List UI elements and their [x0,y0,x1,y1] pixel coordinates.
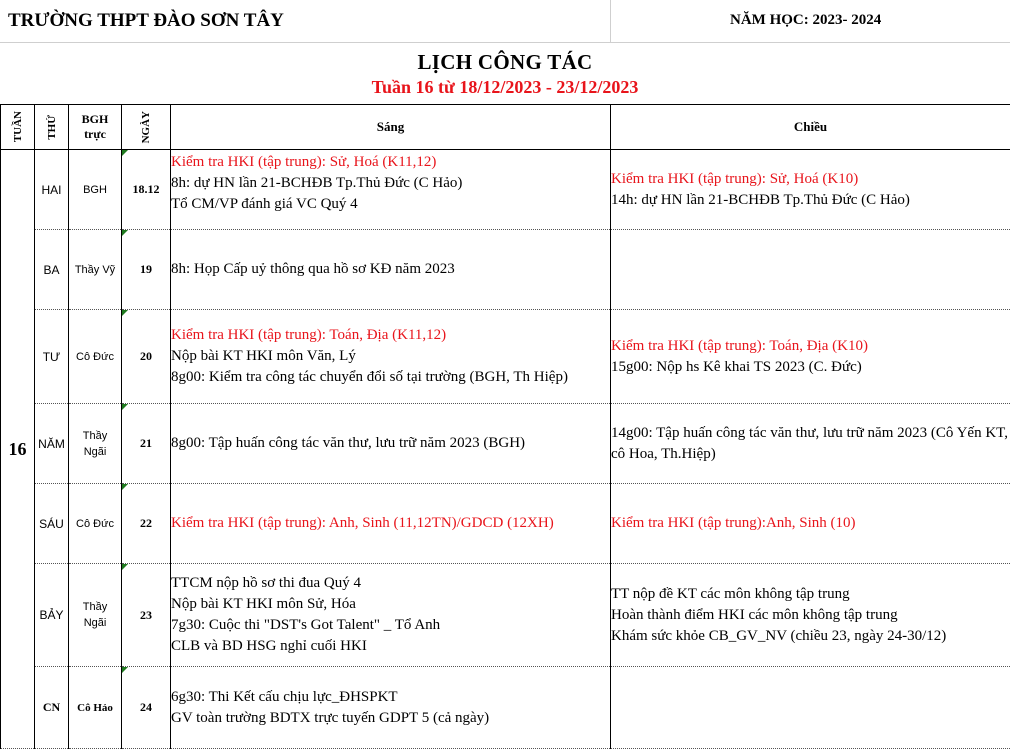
afternoon-cell [611,484,1010,564]
table-row [1,230,1010,310]
col-header-tuan: TUẦN [1,105,35,150]
schedule-entry: Kiểm tra HKI (tập trung): Toán, Địa (K11,12) [171,325,610,346]
duty-person [69,484,122,564]
afternoon-cell [611,404,1010,484]
table-row [1,150,1010,230]
morning-cell [171,484,611,564]
col-header-chieu: Chiều [611,105,1010,150]
schedule-entry: Hoàn thành điểm HKI các môn không tập trung [611,605,1010,626]
schedule-entry: 8g00: Tập huấn công tác văn thư, lưu trữ năm 2023 (BGH) [171,433,610,454]
schedule-entry: 14g00: Tập huấn công tác văn thư, lưu trữ năm 2023 (Cô Yến KT, cô Hoa, Th.Hiệp) [611,423,1010,465]
table-row [1,667,1010,749]
header-bar [0,0,1010,43]
schedule-entry: 7g30: Cuộc thi "DST's Got Talent" _ Tổ Anh [171,615,610,636]
afternoon-cell [611,150,1010,230]
col-header-ngay: NGÀY [122,105,171,150]
schedule-entry: 8h: Họp Cấp uỷ thông qua hồ sơ KĐ năm 2023 [171,259,610,280]
day-date: 22 [122,484,171,564]
duty-person-line: Thầy [83,430,107,442]
schedule-entry: 15g00: Nộp hs Kê khai TS 2023 (C. Đức) [611,357,1010,378]
afternoon-cell [611,310,1010,404]
schedule-entry: Kiểm tra HKI (tập trung):Anh, Sinh (10) [611,513,1010,534]
week-number: 16 [1,150,35,749]
schedule-entry: 14h: dự HN lần 21-BCHĐB Tp.Thủ Đức (C Hảo) [611,190,1010,211]
col-header-bgh: BGH trực [69,105,122,150]
day-date: 19 [122,230,171,310]
day-name: HAI [35,150,69,230]
duty-person-line: Cô Đức [76,518,114,530]
duty-person [69,564,122,667]
morning-cell [171,564,611,667]
schedule-entry: GV toàn trường BDTX trực tuyến GDPT 5 (cả ngày) [171,708,610,729]
duty-person-line: Ngãi [84,446,107,458]
col-header-sang: Sáng [171,105,611,150]
table-header-row [1,105,1010,150]
schedule-body [1,150,1010,749]
day-date: 20 [122,310,171,404]
school-year: NĂM HỌC: 2023- 2024 [730,12,881,29]
day-name: NĂM [35,404,69,484]
duty-person [69,230,122,310]
day-name: BA [35,230,69,310]
duty-person [69,150,122,230]
col-header-thu: THỨ [35,105,69,150]
duty-person-line: Cô Đức [76,351,114,363]
schedule-entry: CLB và BD HSG nghỉ cuối HKI [171,636,610,657]
day-date: 23 [122,564,171,667]
morning-cell [171,310,611,404]
day-name: CN [35,667,69,749]
schedule-entry: Khám sức khỏe CB_GV_NV (chiều 23, ngày 24-30/12) [611,626,1010,647]
table-row [1,310,1010,404]
day-name: BẢY [35,564,69,667]
duty-person-line: Thầy [83,601,107,613]
day-date: 18.12 [122,150,171,230]
afternoon-cell [611,667,1010,749]
schedule-entry: TT nộp đề KT các môn không tập trung [611,584,1010,605]
schedule-entry: Kiểm tra HKI (tập trung): Toán, Địa (K10) [611,336,1010,357]
day-name: SÁU [35,484,69,564]
schedule-entry: 8g00: Kiểm tra công tác chuyển đổi số tại trường (BGH, Th Hiệp) [171,367,610,388]
duty-person [69,310,122,404]
duty-person-line: Ngãi [84,617,107,629]
schedule-entry: Nộp bài KT HKI môn Văn, Lý [171,346,610,367]
week-range: Tuần 16 từ 18/12/2023 - 23/12/2023 [0,77,1010,98]
day-name: TƯ [35,310,69,404]
schedule-entry: Nộp bài KT HKI môn Sử, Hóa [171,594,610,615]
table-row [1,564,1010,667]
day-date: 21 [122,404,171,484]
schedule-entry: TTCM nộp hồ sơ thi đua Quý 4 [171,573,610,594]
afternoon-cell [611,230,1010,310]
duty-person [69,404,122,484]
schedule-entry: Kiểm tra HKI (tập trung): Sử, Hoá (K10) [611,169,1010,190]
duty-person-line: BGH [83,184,107,196]
duty-person [69,667,122,749]
header-divider [610,0,611,42]
schedule-table [0,104,1010,749]
morning-cell [171,667,611,749]
page-title: LỊCH CÔNG TÁC [0,50,1010,75]
day-date: 24 [122,667,171,749]
morning-cell [171,150,611,230]
table-row [1,484,1010,564]
school-name: TRƯỜNG THPT ĐÀO SƠN TÂY [8,10,284,32]
duty-person-line: Cô Hảo [77,702,113,714]
morning-cell [171,230,611,310]
schedule-entry: Kiểm tra HKI (tập trung): Anh, Sinh (11,12TN)/GDCD (12XH) [171,513,610,534]
table-row [1,404,1010,484]
schedule-entry: 8h: dự HN lần 21-BCHĐB Tp.Thủ Đức (C Hảo) [171,173,610,194]
morning-cell [171,404,611,484]
duty-person-line: Thầy Vỹ [75,264,115,276]
afternoon-cell [611,564,1010,667]
schedule-entry: Tổ CM/VP đánh giá VC Quý 4 [171,194,610,215]
schedule-entry: Kiểm tra HKI (tập trung): Sử, Hoá (K11,12) [171,152,610,173]
schedule-entry: 6g30: Thi Kết cấu chịu lực_ĐHSPKT [171,687,610,708]
